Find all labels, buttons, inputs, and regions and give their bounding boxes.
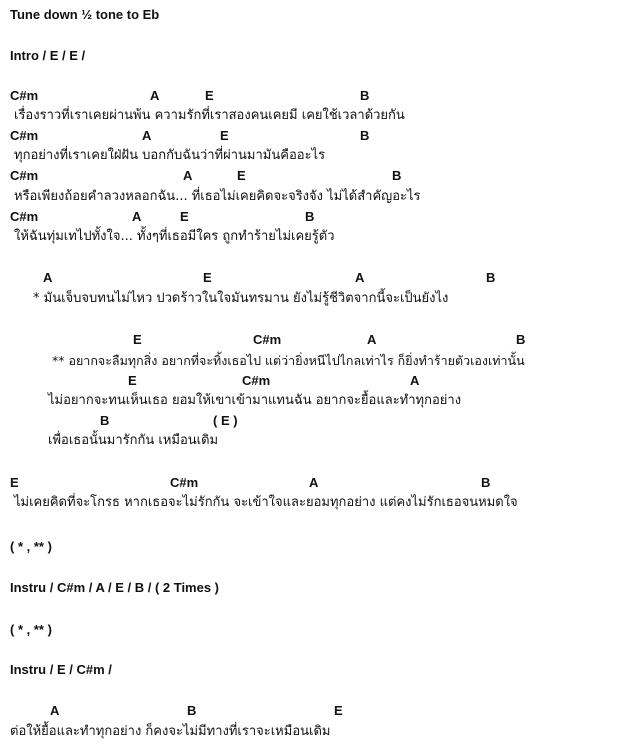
chord: ( E ): [213, 413, 238, 428]
chord: C#m: [253, 332, 282, 347]
instrumental-line: Instru / E / C#m /: [10, 662, 112, 677]
chord: B: [486, 270, 496, 285]
chord: A: [309, 475, 319, 490]
intro-line: Intro / E / E /: [10, 48, 86, 63]
chord: A: [355, 270, 365, 285]
chord: C#m: [242, 373, 271, 388]
lyric-line: เพื่อเธอนั้นมารักกัน เหมือนเดิม: [48, 433, 219, 448]
chord: E: [133, 332, 142, 347]
chord: A: [183, 168, 193, 183]
lyric-line: หรือเพียงถ้อยคำลวงหลอกฉัน... ที่เธอไม่เคยคิดจะจริงจัง ไม่ได้สำคัญอะไร: [14, 189, 421, 204]
lyric-line: ไม่เคยคิดที่จะโกรธ หากเธอจะไม่รักกัน จะเข้าใจและยอมทุกอย่าง แต่คงไม่รักเธอจนหมดใจ: [14, 495, 518, 510]
chord: E: [203, 270, 212, 285]
chord: A: [410, 373, 420, 388]
chord: A: [132, 209, 142, 224]
chord: A: [50, 703, 60, 718]
lyric-line: ทุกอย่างที่เราเคยใฝ่ฝัน บอกกับฉันว่าที่ผ่านมามันคืออะไร: [14, 148, 326, 163]
chord: E: [237, 168, 246, 183]
chord: B: [360, 88, 370, 103]
chord: A: [150, 88, 160, 103]
tuning-note: Tune down ½ tone to Eb: [10, 7, 160, 22]
lyric-line: ไม่อยากจะทนเห็นเธอ ยอมให้เขาเข้ามาแทนฉัน อยากจะยื้อและทำทุกอย่าง: [48, 393, 462, 408]
lyric-line: เรื่องราวที่เราเคยผ่านพ้น ความรักที่เราสองคนเคยมี เคยใช้เวลาด้วยกัน: [14, 108, 405, 123]
chord: B: [481, 475, 491, 490]
chord: E: [334, 703, 343, 718]
chord: C#m: [10, 88, 39, 103]
chord: B: [392, 168, 402, 183]
chord: E: [205, 88, 214, 103]
chord: E: [220, 128, 229, 143]
repeat-marker: ( * , ** ): [10, 622, 52, 637]
repeat-marker: ( * , ** ): [10, 539, 52, 554]
chord: E: [180, 209, 189, 224]
chord: C#m: [10, 209, 39, 224]
chord: B: [360, 128, 370, 143]
chord: B: [187, 703, 197, 718]
chord: B: [516, 332, 526, 347]
chord: A: [142, 128, 152, 143]
chord: B: [305, 209, 315, 224]
chord: E: [128, 373, 137, 388]
chord: B: [100, 413, 110, 428]
chord: E: [10, 475, 19, 490]
chord: A: [367, 332, 377, 347]
chord: A: [43, 270, 53, 285]
chord: C#m: [170, 475, 199, 490]
instrumental-line: Instru / C#m / A / E / B / ( 2 Times ): [10, 580, 220, 595]
lyric-line: ** อยากจะลืมทุกสิ่ง อยากที่จะทิ้งเธอไป แต่ว่ายิ่งหนีไปไกลเท่าไร ก็ยิ่งทำร้ายตัวเองเท่านั้น: [52, 353, 525, 368]
chord: C#m: [10, 128, 39, 143]
lyric-line: ให้ฉันทุ่มเทไปทั้งใจ... ทั้งๆที่เธอมีใคร ถูกทำร้ายไม่เคยรู้ตัว: [14, 229, 335, 244]
lyric-line: ต่อให้ยื้อและทำทุกอย่าง ก็คงจะไม่มีทางที่เราจะเหมือนเดิม: [10, 724, 331, 739]
lyric-line: * มันเจ็บจบทนไม่ไหว ปวดร้าวในใจมันทรมาน ยังไม่รู้ชีวิตจากนี้จะเป็นยังไง: [33, 291, 449, 306]
chord: C#m: [10, 168, 39, 183]
